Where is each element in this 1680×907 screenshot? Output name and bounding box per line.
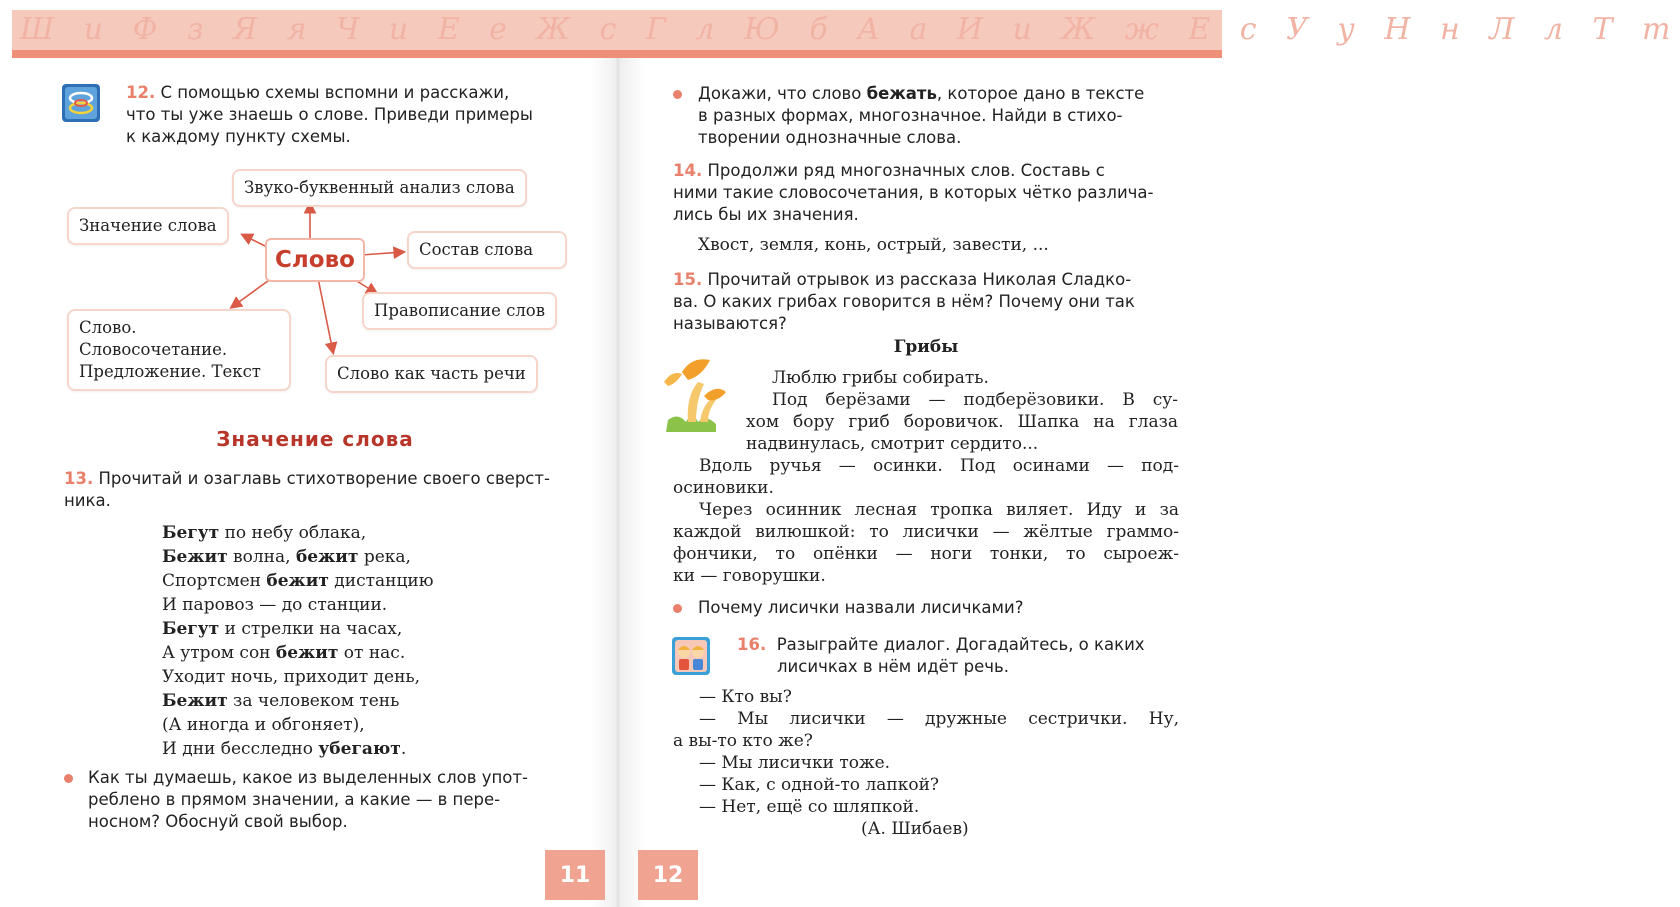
task-13-line2: ника. [64,491,111,510]
task-14-line1: Продолжи ряд многозначных слов. Составь с [707,161,1105,180]
task-15 [673,269,1179,335]
bullet-marker [673,604,682,613]
task-16 [737,634,1179,678]
bullet-why-chanterelles: Почему лисички назвали лисичками? [698,598,1024,617]
diagram-box-word-sentence-line2: Словосочетание. [79,340,228,359]
task-16-line1: Разыграйте диалог. Догадайтесь, о каких [776,635,1145,654]
task-15-line3: называются? [673,314,787,333]
poem-line [162,545,434,569]
poem-text: . [400,739,407,759]
header-script-decor: Ш и Ф з Я я Ч и Е е Ж с Г л Ю б А а И и Ж ж Е с У у Н н Л л Т т [20,12,1680,47]
poem-line [162,737,434,761]
task-12-line3: к каждому пункту схемы. [126,127,351,146]
page-number-left: 11 [545,850,605,900]
task-12-number: 12. [126,83,156,102]
poem-line [162,521,434,545]
poem-text: (А иногда и обгоняет), [162,715,365,735]
bullet-marker [673,90,682,99]
arrow-to-meaning [243,235,265,246]
dialog-line: — Мы лисички тоже. [699,753,891,773]
story-line: Под берёзами — подберёзовики. В су- [772,390,1178,410]
story-intro [746,367,1178,455]
task-13 [64,468,568,512]
diagram-box-sound-analysis-text: Звуко-буквенный анализ слова [244,178,515,197]
bullet1-bold-word: бежать [866,84,937,103]
bullet1-text: , которое дано в тексте [936,84,1145,103]
story-line: Вдоль ручья — осинки. Под осинами — под- [699,456,1179,476]
task-13-line1: Прочитай и озаглавь стихотворение своего сверст- [98,469,550,488]
story-line: Через осинник лесная тропка виляет. Иду и за [699,500,1179,520]
diagram-box-word-sentence-line1: Слово. [79,318,137,337]
poem-line [162,713,434,737]
arrow-to-composition [361,252,403,255]
diagram-box-part-of-speech [325,355,538,393]
task-16-number: 16. [737,635,767,654]
poem-line [162,617,434,641]
task-15-number: 15. [673,270,703,289]
bullet1-line3: творении однозначные слова. [698,128,962,147]
story-body [673,455,1179,587]
story-title: Грибы [893,337,959,357]
task-15-line1: Прочитай отрывок из рассказа Николая Сладко- [707,270,1132,289]
task-15-line2: ва. О каких грибах говорится в нём? Почему они так [673,292,1135,311]
task-14-words: Хвост, земля, конь, острый, завести, ... [698,235,1049,255]
poem [162,521,434,761]
poem-text: волна, [227,547,296,567]
poem-text: и стрелки на часах, [219,619,403,639]
poem-text: дистанцию [328,571,434,591]
poem-text: река, [358,547,411,567]
diagram-box-spelling [362,292,557,330]
poem-text: И дни бесследно [162,739,319,759]
task-14 [673,160,1179,226]
diagram-box-meaning-text: Значение слова [79,216,217,235]
poem-bold-word: бежит [295,547,359,567]
poem-text: А утром сон [162,643,276,663]
story-line: ки — говорушки. [673,566,826,586]
task-14-line2: ними такие словосочетания, в которых чётко различа- [673,183,1154,202]
poem-author: (А. Шибаев) [861,819,969,839]
dialog-line: — Кто вы? [699,687,792,707]
poem-bold-word: Бежит [162,547,228,567]
dialog-line: — Как, с одной-то лапкой? [699,775,940,795]
poem-text: от нас. [338,643,406,663]
page-number-right: 12 [638,850,698,900]
story-line: надвинулась, смотрит сердито... [746,434,1039,454]
story-line: хом бору гриб боровичок. Шапка на глаза [746,412,1178,432]
task-13-number: 13. [64,469,94,488]
two-children-icon [672,637,710,675]
question-line1: Как ты думаешь, какое из выделенных слов упот- [88,768,528,787]
poem-text: за человеком тень [227,691,400,711]
bullet-marker [64,774,73,783]
poem-line [162,641,434,665]
diagram-box-spelling-text: Правописание слов [374,301,546,320]
story-line: каждой вилюшкой: то лисички — жёлтые граммо- [673,522,1179,542]
poem-bold-word: Бегут [162,523,220,543]
poem-bold-word: Бегут [162,619,220,639]
dialog-line: — Нет, ещё со шляпкой. [699,797,920,817]
diagram-box-word-sentence-line3: Предложение. Текст [79,362,261,381]
question-line3: носном? Обоснуй свой выбор. [88,812,348,831]
task-14-number: 14. [673,161,703,180]
poem-line [162,665,434,689]
task-12-line2: что ты уже знаешь о слове. Приведи примеры [126,105,533,124]
diagram-box-part-of-speech-text: Слово как часть речи [337,364,526,383]
poem-bold-word: бежит [266,571,329,591]
dialog-line: — Мы лисички — дружные сестрички. Ну, [699,709,1179,729]
story-line: Люблю грибы собирать. [772,368,989,388]
section-heading: Значение слова [216,427,414,451]
poem-line [162,689,434,713]
poem-line [162,593,434,617]
diagram-center-word: Слово [265,238,365,282]
arrow-to-word-sentence [232,278,272,307]
poem-line [162,569,434,593]
diagram-box-sound-analysis [232,169,527,207]
poem-bold-word: бежит [275,643,339,663]
bullet1-text: Докажи, что слово [698,84,867,103]
poem-text: по небу облака, [219,523,367,543]
bullet1-line2: в разных формах, многозначное. Найди в стихо- [698,106,1123,125]
diagram-box-meaning [67,207,229,245]
poem-text: И паровоз — до станции. [162,595,388,615]
task-16-line2: лисичках в нём идёт речь. [777,657,1009,676]
poem-bold-word: убегают [318,739,401,759]
question-figurative [88,767,568,833]
mushroom-illustration-icon [658,350,730,432]
diagram-box-word-sentence [67,309,291,391]
bullet-prove-polysemy [698,83,1178,149]
poem-text: Спортсмен [162,571,267,591]
dialog-line: а вы-то кто же? [673,731,813,751]
arrow-to-part-of-speech [318,278,333,352]
story-line: фончики, то опёнки — ноги тонки, то сыроеж- [673,544,1179,564]
story-line: осиновики. [673,478,774,498]
diagram-box-composition-text: Состав слова [419,240,534,259]
poem-bold-word: Бежит [162,691,228,711]
question-line2: реблено в прямом значении, а какие — в пере- [88,790,501,809]
task-14-line3: лись бы их значения. [673,205,859,224]
diagram-box-composition [407,231,567,269]
poem-text: Уходит ночь, приходит день, [162,667,421,687]
task-12-line1: С помощью схемы вспомни и расскажи, [160,83,510,102]
dialog [673,686,1179,840]
